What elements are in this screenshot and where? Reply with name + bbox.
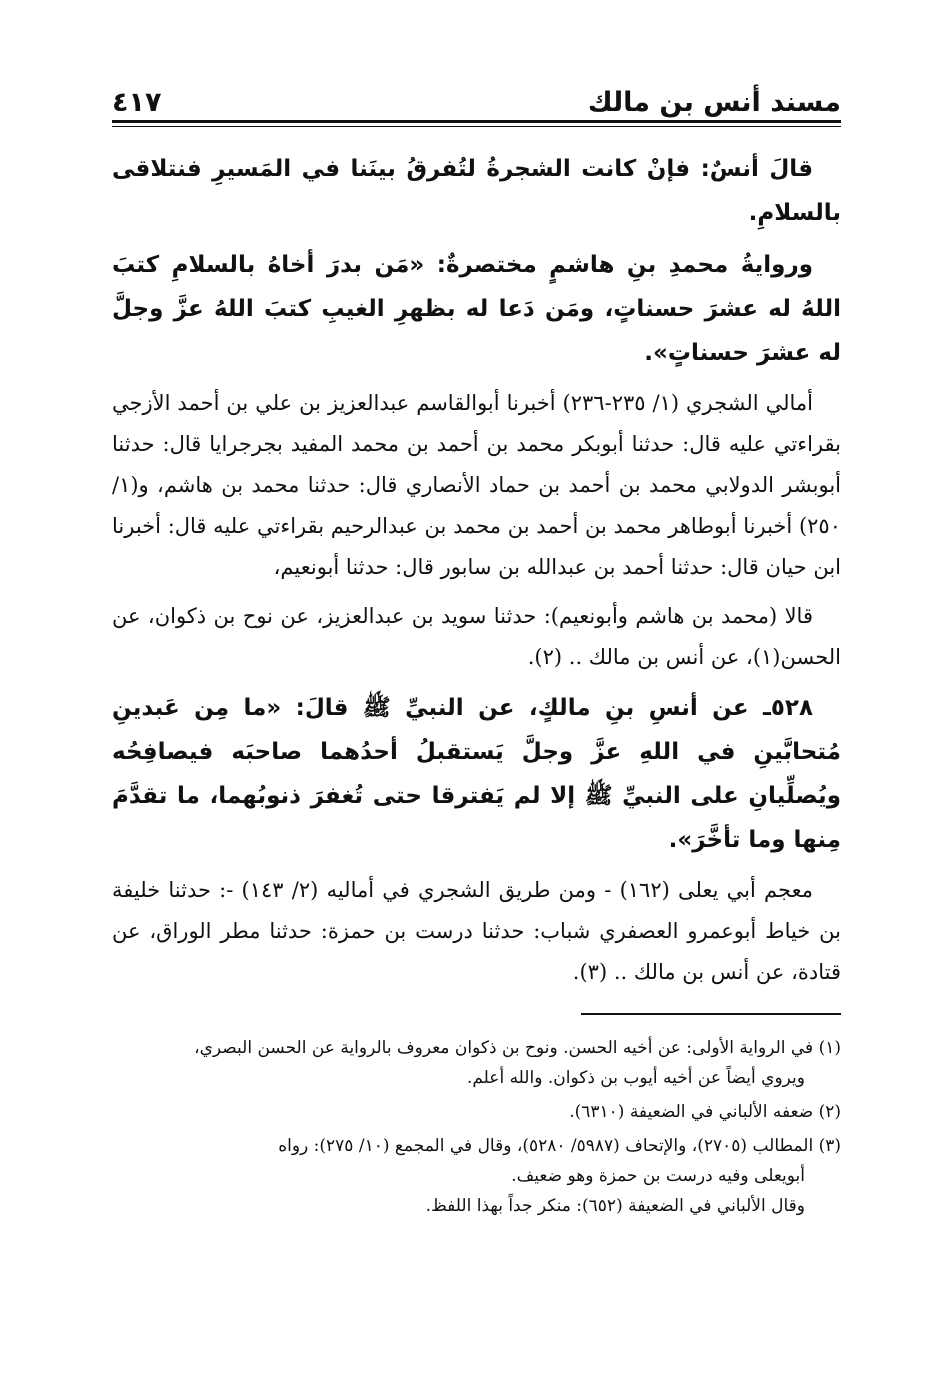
paragraph-muajam-isnad: معجم أبي يعلى (١٦٢) - ومن طريق الشجري في أماليه (٢/ ١٤٣) -: حدثنا خليفة بن خياط أبوعمرو العصفري شباب: حدثنا درست بن حمزة: حدثنا مطر الوراق، عن قتادة، عن أنس بن مالك .. (٣). (112, 878, 841, 984)
paragraph-hadith-528: ٥٢٨ـ عن أنسِ بنِ مالكٍ، عن النبيِّ ﷺ قالَ: «ما مِن عَبدينِ مُتحابَّينِ في اللهِ عزَّ وجلَّ يَستقبلُ أحدُهما صاحبَه فيصافِحُه ويُصلِّيانِ على النبيِّ ﷺ إلا لم يَفترقا حتى تُغفرَ ذنوبُهما، ما تقدَّمَ مِنها وما تأخَّرَ». (112, 695, 841, 853)
running-header (112, 70, 841, 118)
paragraph-amali-isnad: أمالي الشجري (١/ ٢٣٥-٢٣٦) أخبرنا أبوالقاسم عبدالعزيز بن علي بن أحمد الأزجي بقراءتي عليه قال: حدثنا أبوبكر محمد بن أحمد بن محمد المفيد بجرجرايا قال: حدثنا أبوبشر الدولابي محمد بن أحمد بن حماد الأنصاري قال: حدثنا محمد بن هاشم، و(١/ ٢٥٠) أخبرنا أبوطاهر محمد بن أحمد بن محمد بن عبدالرحيم بقراءتي عليه قال: أخبرنا ابن حيان قال: حدثنا أحمد بن عبدالله بن سابور قال: حدثنا أبونعيم، (112, 391, 841, 579)
footnote-3-line3: وقال الألباني في الضعيفة (٦٥٢): منكر جداً بهذا اللفظ. (425, 1196, 805, 1216)
paragraph-anas-quote: قالَ أنسٌ: فإنْ كانت الشجرةُ لتُفرقُ بينَنا في المَسيرِ فنتلاقى بالسلامِ. (112, 156, 841, 226)
header-title: مسند أنس بن مالك (587, 87, 841, 118)
header-rule-thin (112, 126, 841, 127)
footnote-2 (112, 1097, 841, 1127)
footnote-3-line2: أبويعلى وفيه درست بن حمزة وهو ضعيف. (511, 1166, 805, 1186)
footnote-separator (581, 1013, 841, 1015)
footnotes (112, 1033, 841, 1221)
footnote-1 (112, 1033, 841, 1093)
footnote-1-line1: (١) في الرواية الأولى: عن أخيه الحسن. ونوح بن ذكوان معروف بالرواية عن الحسن البصري، (194, 1038, 841, 1058)
page-number: ٤١٧ (112, 87, 162, 118)
footnote-3-line1: (٣) المطالب (٢٧٠٥)، والإتحاف (٥٩٨٧/ ٥٢٨٠)، وقال في المجمع (١٠/ ٢٧٥): رواه (278, 1136, 841, 1156)
header-rule (112, 120, 841, 123)
footnote-3 (112, 1131, 841, 1221)
paragraph-hashim-narration: وروايةُ محمدِ بنِ هاشمٍ مختصرةٌ: «مَن بدرَ أخاهُ بالسلامِ كتبَ اللهُ له عشرَ حسناتٍ، ومَن دَعا له بظهرِ الغيبِ كتبَ اللهُ عزَّ وجلَّ له عشرَ حسناتٍ». (112, 252, 841, 366)
footnote-1-line2: ويروي أيضاً عن أخيه أيوب بن ذكوان. والله أعلم. (466, 1068, 805, 1088)
footnote-2-line1: (٢) ضعفه الألباني في الضعيفة (٦٣١٠). (569, 1102, 841, 1122)
paragraph-qala-isnad: قالا (محمد بن هاشم وأبونعيم): حدثنا سويد بن عبدالعزيز، عن نوح بن ذكوان، عن الحسن(١)، عن أنس بن مالك .. (٢). (112, 604, 841, 669)
